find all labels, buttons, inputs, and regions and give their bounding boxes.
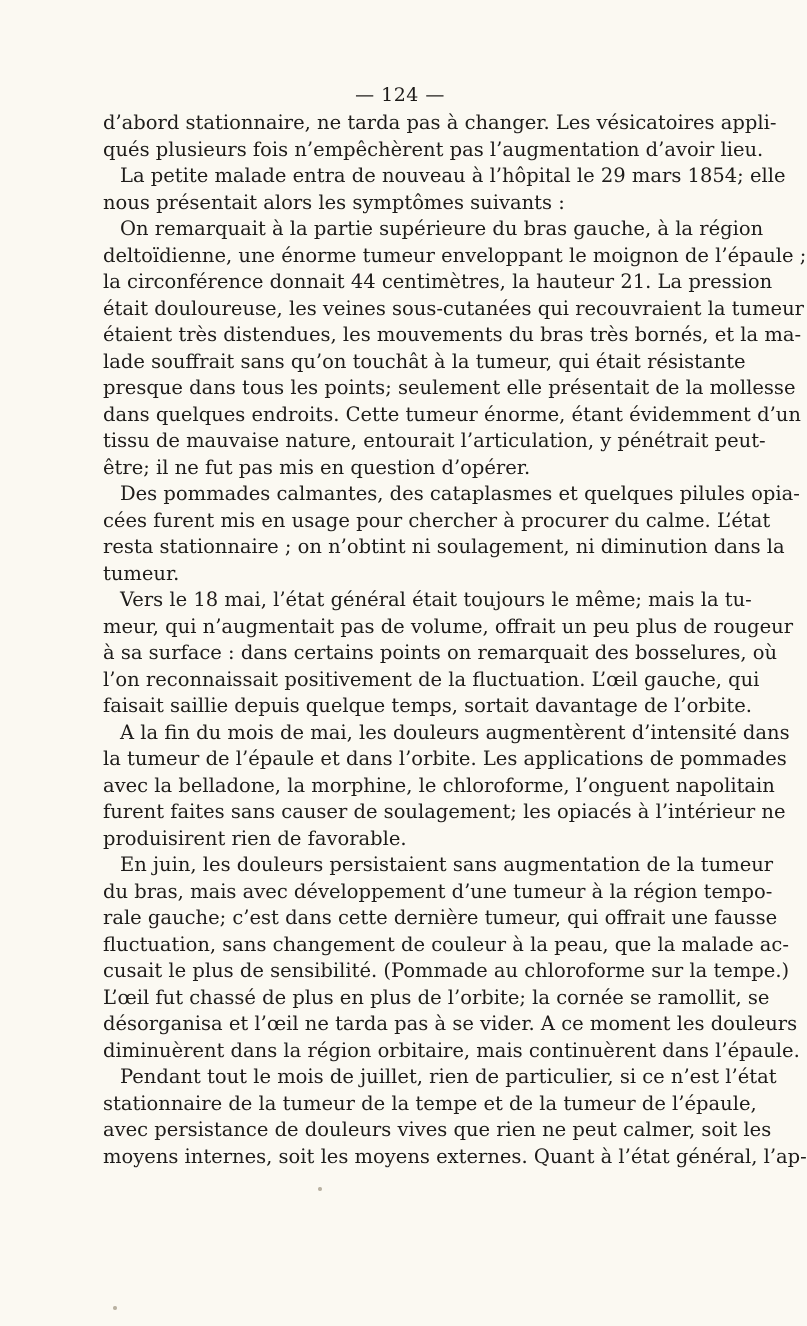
text-line: nous présentait alors les symptômes suivants : — [103, 190, 565, 214]
text-line: d’abord stationnaire, ne tarda pas à changer. Les vésicatoires appli- — [103, 111, 777, 134]
text-line: Pendant tout le mois de juillet, rien de particulier, si ce n’est l’état — [120, 1065, 777, 1088]
text-line: dans quelques endroits. Cette tumeur énorme, étant évidemment d’un — [103, 402, 801, 426]
text-line: cusait le plus de sensibilité. (Pommade au chloroforme sur la tempe.) — [103, 959, 790, 982]
text-line: presque dans tous les points; seulement elle présentait de la mollesse — [103, 376, 796, 399]
text-line: la tumeur de l’épaule et dans l’orbite. Les applications de pommades — [103, 747, 787, 770]
text-line: Des pommades calmantes, des cataplasmes et quelques pilules opia- — [120, 482, 800, 505]
text-line: furent faites sans causer de soulagement; les opiacés à l’intérieur ne — [103, 800, 786, 823]
text-line: deltoïdienne, une énorme tumeur enveloppant le moignon de l’épaule ; — [103, 243, 807, 267]
text-line: stationnaire de la tumeur de la tempe et de la tumeur de l’épaule, — [103, 1091, 757, 1115]
text-line: A la fin du mois de mai, les douleurs augmentèrent d’intensité dans — [120, 720, 790, 744]
paper-speck — [113, 1306, 117, 1310]
text-line: la circonférence donnait 44 centimètres, la hauteur 21. La pression — [103, 270, 773, 293]
text-line: étaient très distendues, les mouvements du bras très bornés, et la ma- — [103, 323, 802, 346]
text-line: tumeur. — [103, 561, 180, 585]
text-line: moyens internes, soit les moyens externes. Quant à l’état général, l’ap- — [103, 1144, 807, 1168]
text-line: avec persistance de douleurs vives que rien ne peut calmer, soit les — [103, 1118, 772, 1141]
text-line: meur, qui n’augmentait pas de volume, offrait un peu plus de rougeur — [103, 614, 794, 638]
text-line: En juin, les douleurs persistaient sans augmentation de la tumeur — [120, 853, 774, 876]
text-line: être; il ne fut pas mis en question d’opérer. — [103, 455, 531, 479]
text-line: La petite malade entra de nouveau à l’hôpital le 29 mars 1854; elle — [120, 164, 786, 187]
text-line: resta stationnaire ; on n’obtint ni soulagement, ni diminution dans la — [103, 535, 785, 558]
paper-speck — [318, 1187, 322, 1191]
text-line: diminuèrent dans la région orbitaire, mais continuèrent dans l’épaule. — [103, 1038, 800, 1062]
text-line: qués plusieurs fois n’empêchèrent pas l’augmentation d’avoir lieu. — [103, 137, 764, 161]
text-line: avec la belladone, la morphine, le chloroforme, l’onguent napolitain — [103, 773, 775, 797]
text-line: fluctuation, sans changement de couleur à la peau, que la malade ac- — [103, 932, 789, 956]
text-line: produisirent rien de favorable. — [103, 826, 407, 850]
text-line: désorganisa et l’œil ne tarda pas à se vider. A ce moment les douleurs — [103, 1012, 798, 1035]
text-line: rale gauche; c’est dans cette dernière tumeur, qui offrait une fausse — [103, 906, 778, 929]
text-line: tissu de mauvaise nature, entourait l’articulation, y pénétrait peut- — [103, 429, 766, 452]
text-line: lade souffrait sans qu’on touchât à la tumeur, qui était résistante — [103, 349, 746, 373]
text-line: était douloureuse, les veines sous-cutanées qui recouvraient la tumeur — [103, 296, 804, 320]
text-line: Vers le 18 mai, l’état général était toujours le même; mais la tu- — [120, 588, 752, 611]
text-line: l’on reconnaissait positivement de la fluctuation. L’œil gauche, qui — [103, 667, 760, 691]
text-line: à sa surface : dans certains points on remarquait des bosselures, où — [103, 641, 778, 664]
text-line: L’œil fut chassé de plus en plus de l’orbite; la cornée se ramollit, se — [103, 985, 770, 1009]
text-line: cées furent mis en usage pour chercher à procurer du calme. L’état — [103, 508, 771, 532]
text-line: faisait saillie depuis quelque temps, sortait davantage de l’orbite. — [103, 694, 752, 717]
text-line: du bras, mais avec développement d’une tumeur à la région tempo- — [103, 879, 773, 903]
text-line: On remarquait à la partie supérieure du bras gauche, à la région — [120, 217, 764, 240]
page-number: — 124 — — [355, 84, 445, 106]
body-text — [103, 110, 807, 1170]
